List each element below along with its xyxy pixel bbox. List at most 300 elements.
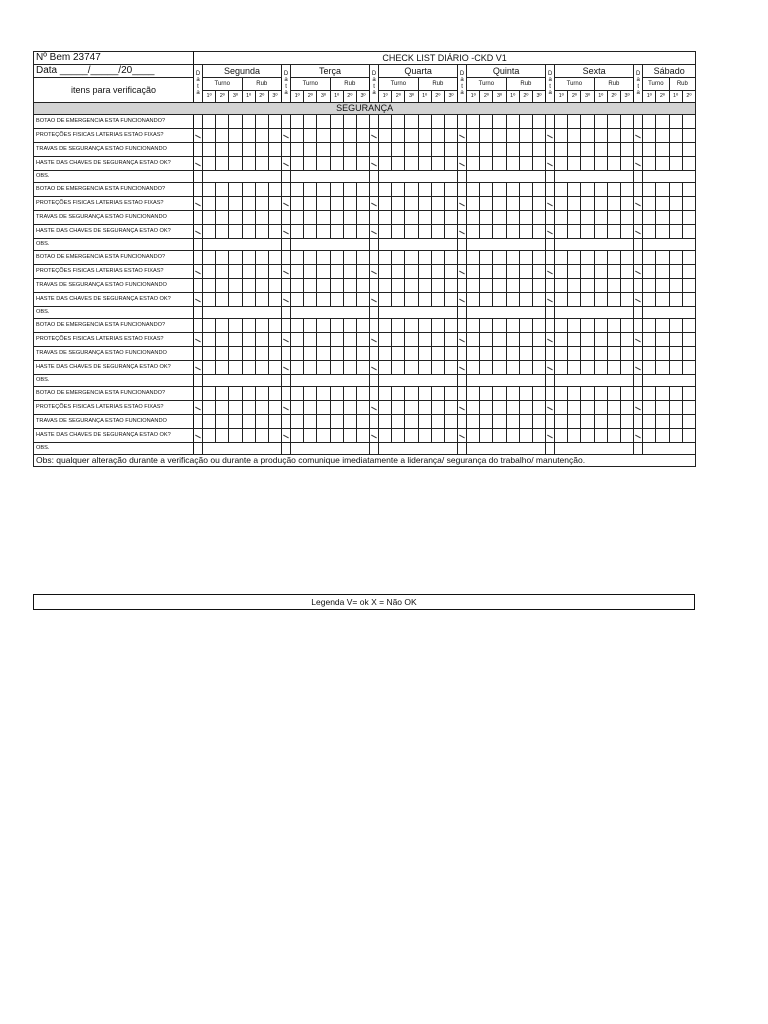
check-cell[interactable] (242, 143, 255, 157)
check-cell[interactable] (532, 251, 545, 265)
check-cell[interactable] (356, 333, 369, 347)
check-cell[interactable] (330, 183, 343, 197)
check-cell[interactable] (568, 225, 581, 239)
check-cell[interactable] (356, 129, 369, 143)
check-cell[interactable] (356, 293, 369, 307)
check-cell[interactable] (431, 415, 444, 429)
check-cell[interactable] (555, 211, 568, 225)
check-cell[interactable] (519, 197, 532, 211)
check-cell[interactable] (581, 293, 594, 307)
check-cell[interactable] (643, 279, 656, 293)
check-cell[interactable] (343, 225, 356, 239)
date-cell[interactable] (194, 293, 203, 307)
check-cell[interactable] (444, 361, 457, 375)
date-cell[interactable] (546, 115, 555, 129)
check-cell[interactable] (594, 415, 607, 429)
check-cell[interactable] (682, 319, 696, 333)
check-cell[interactable] (304, 279, 317, 293)
check-cell[interactable] (656, 143, 669, 157)
check-cell[interactable] (594, 319, 607, 333)
date-cell[interactable] (282, 293, 291, 307)
check-cell[interactable] (620, 293, 633, 307)
check-cell[interactable] (480, 211, 493, 225)
check-cell[interactable] (317, 387, 330, 401)
obs-cell[interactable] (291, 443, 370, 455)
check-cell[interactable] (268, 197, 281, 211)
obs-cell[interactable] (203, 375, 282, 387)
date-cell[interactable] (370, 387, 379, 401)
check-cell[interactable] (467, 157, 480, 171)
check-cell[interactable] (669, 347, 682, 361)
check-cell[interactable] (607, 429, 620, 443)
check-cell[interactable] (229, 347, 242, 361)
check-cell[interactable] (242, 319, 255, 333)
check-cell[interactable] (405, 115, 418, 129)
check-cell[interactable] (656, 265, 669, 279)
check-cell[interactable] (291, 429, 304, 443)
check-cell[interactable] (291, 319, 304, 333)
check-cell[interactable] (343, 401, 356, 415)
check-cell[interactable] (405, 293, 418, 307)
check-cell[interactable] (343, 251, 356, 265)
date-cell[interactable] (194, 157, 203, 171)
check-cell[interactable] (532, 211, 545, 225)
check-cell[interactable] (268, 347, 281, 361)
check-cell[interactable] (268, 401, 281, 415)
check-cell[interactable] (379, 361, 392, 375)
date-cell[interactable] (458, 211, 467, 225)
check-cell[interactable] (656, 279, 669, 293)
check-cell[interactable] (656, 401, 669, 415)
check-cell[interactable] (379, 211, 392, 225)
check-cell[interactable] (532, 293, 545, 307)
obs-date-cell[interactable] (546, 239, 555, 251)
date-cell[interactable] (546, 183, 555, 197)
check-cell[interactable] (669, 319, 682, 333)
check-cell[interactable] (242, 265, 255, 279)
date-cell[interactable] (370, 115, 379, 129)
check-cell[interactable] (291, 293, 304, 307)
obs-cell[interactable] (379, 375, 458, 387)
check-cell[interactable] (356, 157, 369, 171)
check-cell[interactable] (304, 157, 317, 171)
check-cell[interactable] (203, 279, 216, 293)
check-cell[interactable] (669, 279, 682, 293)
check-cell[interactable] (532, 157, 545, 171)
check-cell[interactable] (203, 401, 216, 415)
check-cell[interactable] (330, 115, 343, 129)
check-cell[interactable] (480, 429, 493, 443)
check-cell[interactable] (506, 115, 519, 129)
check-cell[interactable] (643, 129, 656, 143)
check-cell[interactable] (405, 143, 418, 157)
check-cell[interactable] (568, 429, 581, 443)
check-cell[interactable] (379, 251, 392, 265)
obs-date-cell[interactable] (458, 239, 467, 251)
check-cell[interactable] (643, 115, 656, 129)
check-cell[interactable] (669, 265, 682, 279)
date-cell[interactable] (194, 415, 203, 429)
check-cell[interactable] (304, 361, 317, 375)
check-cell[interactable] (656, 387, 669, 401)
date-cell[interactable] (282, 251, 291, 265)
date-cell[interactable] (370, 293, 379, 307)
check-cell[interactable] (607, 361, 620, 375)
date-cell[interactable] (546, 387, 555, 401)
check-cell[interactable] (493, 333, 506, 347)
check-cell[interactable] (519, 361, 532, 375)
check-cell[interactable] (330, 415, 343, 429)
date-line[interactable]: Data _____/_____/20____ (34, 65, 194, 78)
check-cell[interactable] (379, 143, 392, 157)
check-cell[interactable] (291, 251, 304, 265)
check-cell[interactable] (656, 183, 669, 197)
check-cell[interactable] (216, 197, 229, 211)
check-cell[interactable] (519, 211, 532, 225)
obs-cell[interactable] (643, 443, 696, 455)
check-cell[interactable] (405, 251, 418, 265)
date-cell[interactable] (458, 157, 467, 171)
check-cell[interactable] (607, 197, 620, 211)
check-cell[interactable] (255, 279, 268, 293)
check-cell[interactable] (480, 129, 493, 143)
check-cell[interactable] (343, 361, 356, 375)
check-cell[interactable] (268, 387, 281, 401)
date-cell[interactable] (282, 183, 291, 197)
check-cell[interactable] (343, 387, 356, 401)
check-cell[interactable] (669, 183, 682, 197)
check-cell[interactable] (581, 415, 594, 429)
check-cell[interactable] (555, 319, 568, 333)
check-cell[interactable] (555, 129, 568, 143)
check-cell[interactable] (255, 183, 268, 197)
date-cell[interactable] (194, 333, 203, 347)
obs-cell[interactable] (555, 443, 634, 455)
check-cell[interactable] (242, 401, 255, 415)
check-cell[interactable] (330, 143, 343, 157)
check-cell[interactable] (392, 415, 405, 429)
obs-date-cell[interactable] (458, 171, 467, 183)
check-cell[interactable] (444, 211, 457, 225)
date-cell[interactable] (194, 129, 203, 143)
check-cell[interactable] (607, 211, 620, 225)
check-cell[interactable] (656, 361, 669, 375)
check-cell[interactable] (330, 333, 343, 347)
check-cell[interactable] (216, 211, 229, 225)
check-cell[interactable] (392, 143, 405, 157)
check-cell[interactable] (669, 211, 682, 225)
check-cell[interactable] (356, 387, 369, 401)
check-cell[interactable] (444, 333, 457, 347)
check-cell[interactable] (405, 183, 418, 197)
check-cell[interactable] (330, 293, 343, 307)
check-cell[interactable] (268, 129, 281, 143)
check-cell[interactable] (620, 401, 633, 415)
check-cell[interactable] (519, 333, 532, 347)
date-cell[interactable] (194, 143, 203, 157)
check-cell[interactable] (555, 429, 568, 443)
check-cell[interactable] (229, 115, 242, 129)
check-cell[interactable] (568, 293, 581, 307)
check-cell[interactable] (506, 387, 519, 401)
check-cell[interactable] (317, 157, 330, 171)
check-cell[interactable] (242, 211, 255, 225)
check-cell[interactable] (594, 387, 607, 401)
check-cell[interactable] (607, 293, 620, 307)
check-cell[interactable] (418, 157, 431, 171)
check-cell[interactable] (555, 387, 568, 401)
check-cell[interactable] (682, 129, 696, 143)
check-cell[interactable] (682, 293, 696, 307)
date-cell[interactable] (546, 429, 555, 443)
date-cell[interactable] (370, 183, 379, 197)
check-cell[interactable] (431, 157, 444, 171)
check-cell[interactable] (343, 197, 356, 211)
check-cell[interactable] (506, 279, 519, 293)
check-cell[interactable] (203, 415, 216, 429)
check-cell[interactable] (519, 401, 532, 415)
date-cell[interactable] (194, 429, 203, 443)
check-cell[interactable] (519, 279, 532, 293)
check-cell[interactable] (229, 333, 242, 347)
check-cell[interactable] (356, 361, 369, 375)
check-cell[interactable] (532, 265, 545, 279)
date-cell[interactable] (370, 265, 379, 279)
check-cell[interactable] (656, 115, 669, 129)
obs-cell[interactable] (555, 307, 634, 319)
check-cell[interactable] (480, 279, 493, 293)
check-cell[interactable] (379, 387, 392, 401)
check-cell[interactable] (620, 387, 633, 401)
check-cell[interactable] (317, 415, 330, 429)
check-cell[interactable] (519, 265, 532, 279)
check-cell[interactable] (431, 333, 444, 347)
check-cell[interactable] (444, 225, 457, 239)
date-cell[interactable] (370, 251, 379, 265)
date-cell[interactable] (194, 387, 203, 401)
check-cell[interactable] (405, 415, 418, 429)
check-cell[interactable] (291, 197, 304, 211)
check-cell[interactable] (317, 333, 330, 347)
check-cell[interactable] (431, 401, 444, 415)
check-cell[interactable] (480, 157, 493, 171)
check-cell[interactable] (581, 115, 594, 129)
check-cell[interactable] (304, 183, 317, 197)
check-cell[interactable] (392, 293, 405, 307)
check-cell[interactable] (216, 429, 229, 443)
check-cell[interactable] (343, 265, 356, 279)
date-cell[interactable] (370, 333, 379, 347)
check-cell[interactable] (607, 347, 620, 361)
check-cell[interactable] (379, 319, 392, 333)
obs-cell[interactable] (555, 239, 634, 251)
check-cell[interactable] (317, 129, 330, 143)
date-cell[interactable] (546, 211, 555, 225)
check-cell[interactable] (229, 415, 242, 429)
check-cell[interactable] (506, 211, 519, 225)
date-cell[interactable] (634, 183, 643, 197)
date-cell[interactable] (194, 265, 203, 279)
date-cell[interactable] (634, 157, 643, 171)
check-cell[interactable] (268, 211, 281, 225)
check-cell[interactable] (418, 415, 431, 429)
check-cell[interactable] (304, 293, 317, 307)
check-cell[interactable] (431, 129, 444, 143)
check-cell[interactable] (467, 293, 480, 307)
check-cell[interactable] (532, 115, 545, 129)
check-cell[interactable] (379, 157, 392, 171)
check-cell[interactable] (682, 333, 696, 347)
check-cell[interactable] (216, 251, 229, 265)
check-cell[interactable] (418, 143, 431, 157)
check-cell[interactable] (216, 265, 229, 279)
check-cell[interactable] (493, 251, 506, 265)
check-cell[interactable] (506, 197, 519, 211)
check-cell[interactable] (467, 183, 480, 197)
check-cell[interactable] (669, 225, 682, 239)
obs-cell[interactable] (379, 171, 458, 183)
date-cell[interactable] (282, 265, 291, 279)
check-cell[interactable] (242, 293, 255, 307)
check-cell[interactable] (203, 197, 216, 211)
check-cell[interactable] (643, 415, 656, 429)
date-cell[interactable] (194, 251, 203, 265)
check-cell[interactable] (255, 129, 268, 143)
check-cell[interactable] (594, 279, 607, 293)
check-cell[interactable] (356, 183, 369, 197)
check-cell[interactable] (643, 361, 656, 375)
date-cell[interactable] (282, 115, 291, 129)
check-cell[interactable] (291, 265, 304, 279)
obs-date-cell[interactable] (458, 375, 467, 387)
date-cell[interactable] (370, 143, 379, 157)
check-cell[interactable] (330, 251, 343, 265)
check-cell[interactable] (392, 361, 405, 375)
check-cell[interactable] (330, 347, 343, 361)
check-cell[interactable] (506, 143, 519, 157)
obs-date-cell[interactable] (194, 443, 203, 455)
date-cell[interactable] (282, 347, 291, 361)
date-cell[interactable] (458, 279, 467, 293)
date-cell[interactable] (194, 225, 203, 239)
check-cell[interactable] (467, 319, 480, 333)
check-cell[interactable] (291, 129, 304, 143)
check-cell[interactable] (431, 293, 444, 307)
date-cell[interactable] (458, 129, 467, 143)
check-cell[interactable] (216, 129, 229, 143)
check-cell[interactable] (568, 143, 581, 157)
check-cell[interactable] (356, 143, 369, 157)
date-cell[interactable] (634, 429, 643, 443)
check-cell[interactable] (682, 429, 696, 443)
check-cell[interactable] (418, 361, 431, 375)
check-cell[interactable] (643, 225, 656, 239)
check-cell[interactable] (330, 319, 343, 333)
check-cell[interactable] (519, 387, 532, 401)
check-cell[interactable] (493, 401, 506, 415)
check-cell[interactable] (229, 251, 242, 265)
check-cell[interactable] (594, 361, 607, 375)
check-cell[interactable] (216, 387, 229, 401)
check-cell[interactable] (216, 347, 229, 361)
check-cell[interactable] (480, 387, 493, 401)
check-cell[interactable] (268, 319, 281, 333)
date-cell[interactable] (194, 347, 203, 361)
check-cell[interactable] (444, 387, 457, 401)
check-cell[interactable] (343, 129, 356, 143)
check-cell[interactable] (467, 197, 480, 211)
check-cell[interactable] (643, 429, 656, 443)
obs-date-cell[interactable] (370, 443, 379, 455)
check-cell[interactable] (506, 183, 519, 197)
check-cell[interactable] (268, 115, 281, 129)
check-cell[interactable] (467, 361, 480, 375)
check-cell[interactable] (304, 319, 317, 333)
check-cell[interactable] (343, 429, 356, 443)
date-cell[interactable] (634, 333, 643, 347)
check-cell[interactable] (216, 319, 229, 333)
check-cell[interactable] (268, 225, 281, 239)
obs-cell[interactable] (379, 239, 458, 251)
check-cell[interactable] (620, 319, 633, 333)
check-cell[interactable] (405, 279, 418, 293)
check-cell[interactable] (467, 429, 480, 443)
check-cell[interactable] (343, 319, 356, 333)
check-cell[interactable] (444, 129, 457, 143)
check-cell[interactable] (268, 293, 281, 307)
check-cell[interactable] (656, 429, 669, 443)
check-cell[interactable] (379, 183, 392, 197)
check-cell[interactable] (555, 143, 568, 157)
check-cell[interactable] (532, 129, 545, 143)
check-cell[interactable] (480, 183, 493, 197)
obs-date-cell[interactable] (634, 239, 643, 251)
check-cell[interactable] (216, 183, 229, 197)
date-cell[interactable] (282, 197, 291, 211)
check-cell[interactable] (581, 361, 594, 375)
check-cell[interactable] (669, 387, 682, 401)
obs-date-cell[interactable] (370, 171, 379, 183)
obs-date-cell[interactable] (634, 375, 643, 387)
check-cell[interactable] (418, 129, 431, 143)
obs-cell[interactable] (291, 239, 370, 251)
check-cell[interactable] (620, 129, 633, 143)
check-cell[interactable] (607, 183, 620, 197)
check-cell[interactable] (379, 429, 392, 443)
check-cell[interactable] (568, 251, 581, 265)
check-cell[interactable] (255, 319, 268, 333)
check-cell[interactable] (581, 225, 594, 239)
date-cell[interactable] (546, 319, 555, 333)
date-cell[interactable] (546, 197, 555, 211)
check-cell[interactable] (268, 265, 281, 279)
obs-cell[interactable] (203, 443, 282, 455)
check-cell[interactable] (682, 415, 696, 429)
check-cell[interactable] (317, 265, 330, 279)
check-cell[interactable] (607, 129, 620, 143)
check-cell[interactable] (330, 225, 343, 239)
check-cell[interactable] (304, 401, 317, 415)
check-cell[interactable] (255, 415, 268, 429)
check-cell[interactable] (229, 265, 242, 279)
obs-date-cell[interactable] (194, 171, 203, 183)
check-cell[interactable] (669, 251, 682, 265)
check-cell[interactable] (656, 251, 669, 265)
obs-date-cell[interactable] (282, 239, 291, 251)
obs-cell[interactable] (643, 375, 696, 387)
check-cell[interactable] (480, 251, 493, 265)
check-cell[interactable] (304, 415, 317, 429)
